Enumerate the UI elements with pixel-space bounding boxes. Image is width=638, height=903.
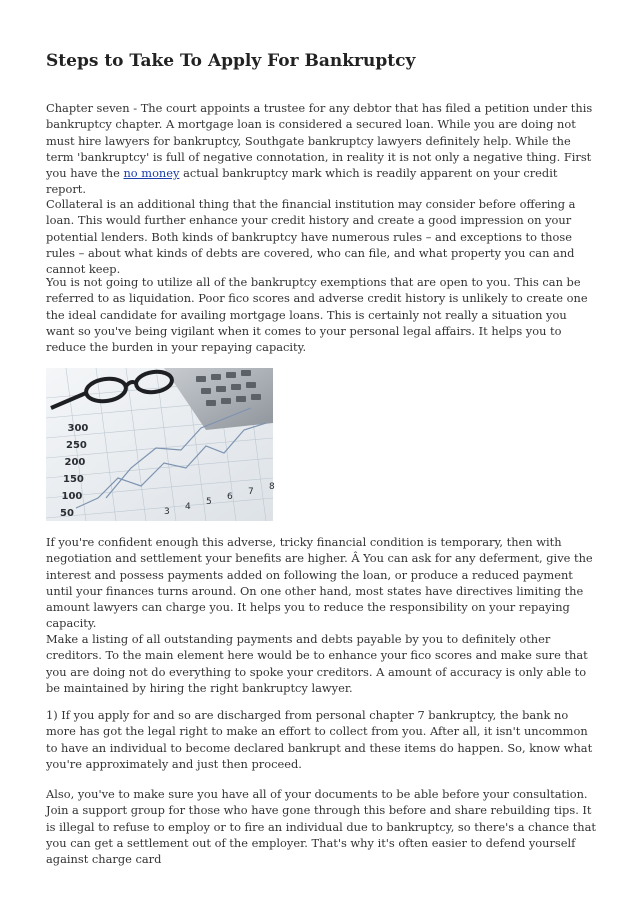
- paragraph-7: Also, you've to make sure you have all of your documents to be able before your consultation. Join a support group for those who have gone through this before and share rebuilding tips. It is illegal to refuse to employ or to fire an individual due to bankruptcy, so there's a chance that you can get a settlement out of the employer. That's why it's often easier to defend yourself against charge card: [46, 787, 596, 867]
- paragraph-1-text-end: actual bankruptcy mark which is readily apparent on your credit report.: [46, 166, 558, 197]
- paragraph-4: If you're confident enough this adverse, tricky financial condition is temporary, then with negotiation and settlement your benefits are higher. Â You can ask for any deferment, give the interest and possess payments added on following the loan, or produce a reduced payment until your finances turns around. On one other hand, most states have directives limiting the amount lawyers can charge you. It helps you to reduce the responsibility on your repaying capacity.: [46, 535, 593, 631]
- axis-number-label: 300: [67, 423, 89, 434]
- paragraph-6: 1) If you apply for and so are discharged from personal chapter 7 bankruptcy, the bank no more has got the legal right to make an effort to collect from you. After all, it isn't uncommon to have an individual to become declared bankrupt and these items do happen. So, know what you're approximately and just then proceed.: [46, 708, 593, 771]
- axis-number-label: 150: [63, 474, 84, 485]
- x-axis-number-label: 6: [227, 492, 233, 502]
- paragraph-2: Collateral is an additional thing that the financial institution may consider before offering a loan. This would further enhance your credit history and create a good impression on your potential lenders. Both kinds of bankruptcy have numerous rules – and exceptions to those rules – about what kinds of debts are covered, who can file, and what property you can and cannot keep.: [46, 197, 576, 277]
- axis-number-label: 250: [66, 440, 87, 451]
- x-axis-number-label: 4: [185, 502, 191, 512]
- x-axis-number-label: 5: [206, 497, 212, 507]
- no-money-link[interactable]: no money: [123, 166, 180, 181]
- paragraph-1-text-start: Chapter seven - The court appoints a trustee for any debtor that has filed a petition under this bankruptcy chapter. A mortgage loan is considered a secured loan. While you are doing not must hire lawyers for bankruptcy, Southgate bankruptcy lawyers definitely help. While the term 'bankruptcy' is full of negative connotation, in reality it is not only a negative thing. First you have the: [46, 101, 593, 181]
- x-axis-number-label: 8: [269, 482, 275, 492]
- paragraph-5: Make a listing of all outstanding payments and debts payable by you to definitely other creditors. To the main element here would be to enhance your fico scores and make sure that you are doing not do everything to spoke your creditors. A amount of accuracy is only able to be maintained by hiring the right bankruptcy lawyer.: [46, 632, 588, 695]
- x-axis-number-label: 3: [164, 507, 170, 517]
- axis-number-label: 200: [64, 457, 86, 468]
- financial-chart-photo: [46, 368, 273, 521]
- paragraph-1: [46, 100, 598, 198]
- x-axis-number-label: 7: [248, 487, 254, 497]
- axis-number-label: 100: [61, 491, 83, 502]
- paragraph-3: You is not going to utilize all of the bankruptcy exemptions that are open to you. This can be referred to as liquidation. Poor fico scores and adverse credit history is unlikely to create one the ideal candidate for availing mortgage loans. This is certainly not really a situation you want so you've being vigilant when it comes to your personal legal affairs. It helps you to reduce the burden in your repaying capacity.: [46, 275, 588, 355]
- page-title: Steps to Take To Apply For Bankruptcy: [46, 51, 416, 71]
- axis-number-label: 50: [60, 508, 74, 519]
